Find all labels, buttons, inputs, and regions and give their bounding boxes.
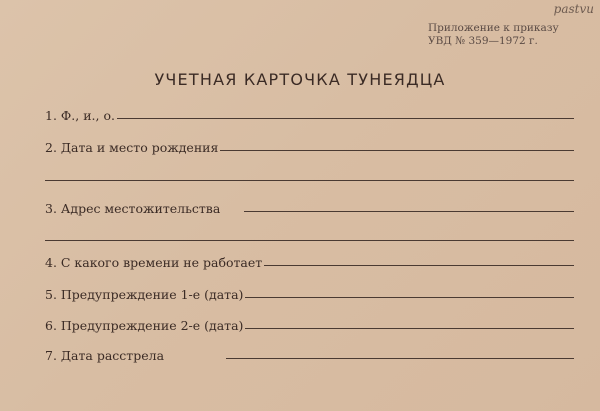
watermark-logo: pastvu xyxy=(553,2,594,16)
fill-line[interactable] xyxy=(245,297,574,298)
field-execution-date xyxy=(45,343,574,363)
field-label: 5. Предупреждение 1-е (дата) xyxy=(45,287,244,302)
field-label: 1. Ф., и., о. xyxy=(45,108,115,123)
appendix-note xyxy=(428,22,559,48)
field-unemployed-since xyxy=(45,250,574,270)
fill-line[interactable] xyxy=(220,150,574,151)
field-full-name xyxy=(45,103,574,123)
field-warning-1 xyxy=(45,282,574,302)
field-birth xyxy=(45,135,574,155)
field-address xyxy=(45,196,574,216)
appendix-line-2: УВД № 359—1972 г. xyxy=(428,35,538,47)
fill-line[interactable] xyxy=(245,328,574,329)
fill-line[interactable] xyxy=(226,358,574,359)
field-label: 2. Дата и место рождения xyxy=(45,140,219,155)
card-title: УЧЕТНАЯ КАРТОЧКА ТУНЕЯДЦА xyxy=(154,70,446,89)
fill-line-continuation[interactable] xyxy=(45,180,574,181)
field-label: 7. Дата расстрела xyxy=(45,348,165,363)
field-label: 4. С какого времени не работает xyxy=(45,255,263,270)
fill-line-continuation[interactable] xyxy=(45,240,574,241)
field-label: 6. Предупреждение 2-е (дата) xyxy=(45,318,244,333)
fill-line[interactable] xyxy=(117,118,574,119)
appendix-line-1: Приложение к приказу xyxy=(428,22,559,34)
fill-line[interactable] xyxy=(244,211,574,212)
field-label: 3. Адрес местожительства xyxy=(45,201,221,216)
field-warning-2 xyxy=(45,313,574,333)
fill-line[interactable] xyxy=(264,265,574,266)
